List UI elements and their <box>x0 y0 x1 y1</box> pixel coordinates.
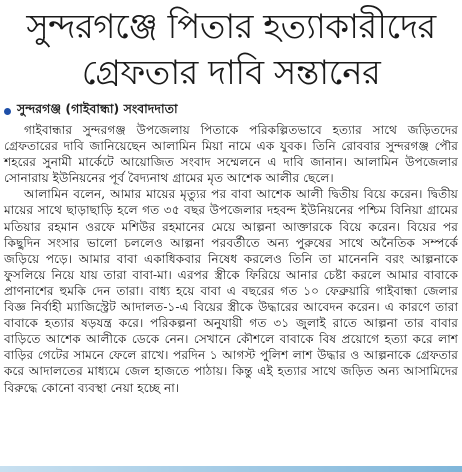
bullet-icon <box>4 108 11 115</box>
byline-text: সুন্দরগঞ্জ (গাইবান্ধা) সংবাদদাতা <box>17 101 178 116</box>
paragraph-2: আলামিন বলেন, আমার মায়ের মৃত্যুর পর বাবা আশেক আলী দ্বিতীয় বিয়ে করেন। দ্বিতীয় মায়ের সাথে ছাড়াছাড়ি হলে গত ৩৫ বছর উপজেলার দহবন্দ ইউনিয়নের পশ্চিম বিনিয়া গ্রামের মতিয়ার রহমান ওরফে মশিউর রহমানের মেয়ে আল্পনা আক্তারকে বিয়ে করেন। বিয়ের পর কিছুদিন সংসার ভালো চললেও আল্পনা পরবর্তীতে অন্য পুরুষের সাথে অনৈতিক সম্পর্কে জড়িয়ে পড়ে। আমার বাবা একাধিকবার নিষেধ করলেও তিনি তা মানেননি বরং আল্পনাকে ফুসলিয়ে নিয়ে যায় তারা বাবা-মা। এরপর স্ত্রীকে ফিরিয়ে আনার চেষ্টা করলে আমার বাবাকে প্রাণনাশের হুমকি দেন তারা। বাধ্য হয়ে বাবা এ বছরের গত ১০ ফেব্রুয়ারি গাইবান্ধা জেলার বিজ্ঞ নির্বাহী ম্যাজিস্ট্রেট আদালত-১-এ বিয়ের স্ত্রীকে উদ্ধারের আবেদন করেন। এ কারণে তারা বাবাকে হত্যার ষড়যন্ত্র করে। পরিকল্পনা অনুযায়ী গত ৩১ জুলাই রাতে আল্পনা তার বাবার বাড়িতে আশেক আলীকে ডেকে নেন। সেখানে কৌশলে বাবাকে বিষ প্রয়োগে হত্যা করে লাশ বাড়ির গেটের সামনে ফেলে রাখে। পরদিন ১ আগস্ট পুলিশ লাশ উদ্ধার ও আল্পনাকে গ্রেফতার করে আদালতের মাধ্যমে জেল হাজতে পাঠায়। কিন্তু এই হত্যার সাথে জড়িত অন্য আসামিদের বিরুদ্ধে কোনো ব্যবস্থা নেয়া হচ্ছে না। <box>4 187 458 395</box>
byline <box>4 101 178 121</box>
bottom-border <box>0 466 462 472</box>
headline-line-1: সুন্দরগঞ্জে পিতার হত্যাকারীদের <box>26 7 436 47</box>
headline <box>6 4 456 96</box>
article-body <box>4 122 458 396</box>
paragraph-1: গাইবান্ধার সুন্দরগঞ্জ উপজেলায় পিতাকে পরিকল্পিতভাবে হত্যার সাথে জড়িতদের গ্রেফতারের দাবি জানিয়েছেন আলামিন মিয়া নামে এক যুবক। তিনি রোববার সুন্দরগঞ্জ পৌর শহরের সুনামী মার্কেটে আয়োজিত সংবাদ সম্মেলনে এ দাবি জানান। আলামিন উপজেলার সোনারায় ইউনিয়নের পূর্ব বৈদ্যনাথ গ্রামের মৃত আশেক আলীর ছেলে। <box>4 123 458 186</box>
headline-line-2: গ্রেফতার দাবি সন্তানের <box>81 53 381 93</box>
